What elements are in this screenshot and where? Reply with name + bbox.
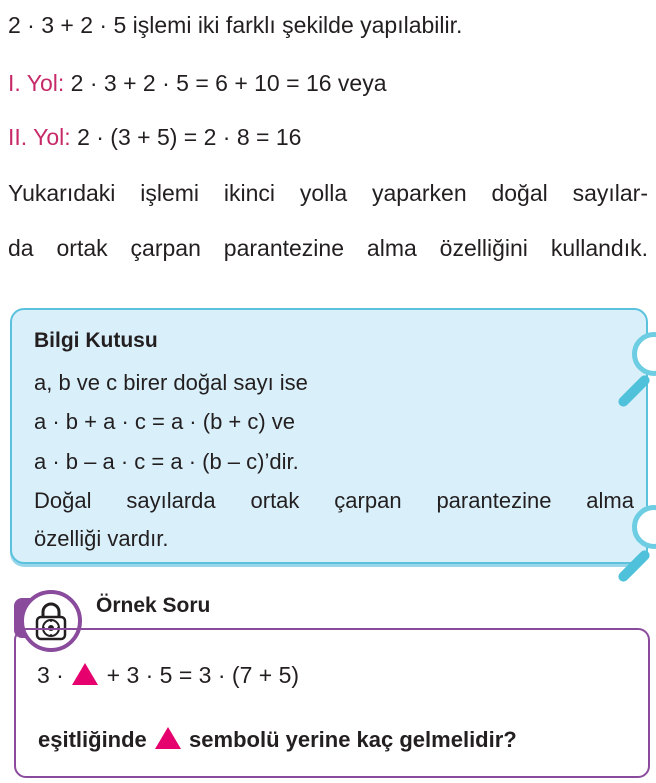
intro-line: 2 · 3 + 2 · 5 işlemi iki farklı şekilde yapılabilir. [8, 12, 463, 38]
info-box-title: Bilgi Kutusu [34, 329, 158, 352]
triangle-symbol-icon [72, 663, 98, 685]
example-title: Örnek Soru [96, 594, 211, 617]
question-start: eşitliğinde [38, 727, 147, 752]
way-2-line [8, 124, 301, 151]
way-2-expression: 2 · (3 + 5) = 2 · 8 = 16 [77, 124, 302, 150]
magnifier-icon [612, 505, 656, 585]
way-1-expression: 2 · 3 + 2 · 5 = 6 + 10 = 16 veya [70, 70, 387, 96]
info-row-4: Doğal sayılarda ortak çarpan parantezine alma [34, 488, 634, 513]
example-question [38, 727, 517, 753]
info-row-3: a · b – a · c = a · (b – c)’dir. [34, 449, 299, 474]
triangle-symbol-icon [155, 727, 181, 749]
way-1-line [8, 70, 387, 97]
question-end: sembolü yerine kaç gelmelidir? [189, 727, 517, 752]
example-box [14, 628, 650, 778]
way-1-label: I. Yol: [8, 70, 65, 96]
info-row-2: a · b + a · c = a · (b + c) ve [34, 409, 296, 434]
equation-left: 3 · [37, 662, 64, 688]
paragraph-line-1: Yukarıdaki işlemi ikinci yolla yaparken doğal sayılar- [8, 180, 648, 206]
info-row-1: a, b ve c birer doğal sayı ise [34, 370, 308, 395]
example-equation [37, 662, 299, 689]
magnifier-icon [612, 332, 656, 412]
equation-right: + 3 · 5 = 3 · (7 + 5) [106, 662, 300, 688]
info-box [10, 308, 648, 564]
paragraph-line-2: da ortak çarpan parantezine alma özelliğini kullandık. [8, 235, 648, 261]
example-header [14, 590, 634, 630]
way-2-label: II. Yol: [8, 124, 71, 150]
info-row-5: özelliği vardır. [34, 526, 169, 551]
